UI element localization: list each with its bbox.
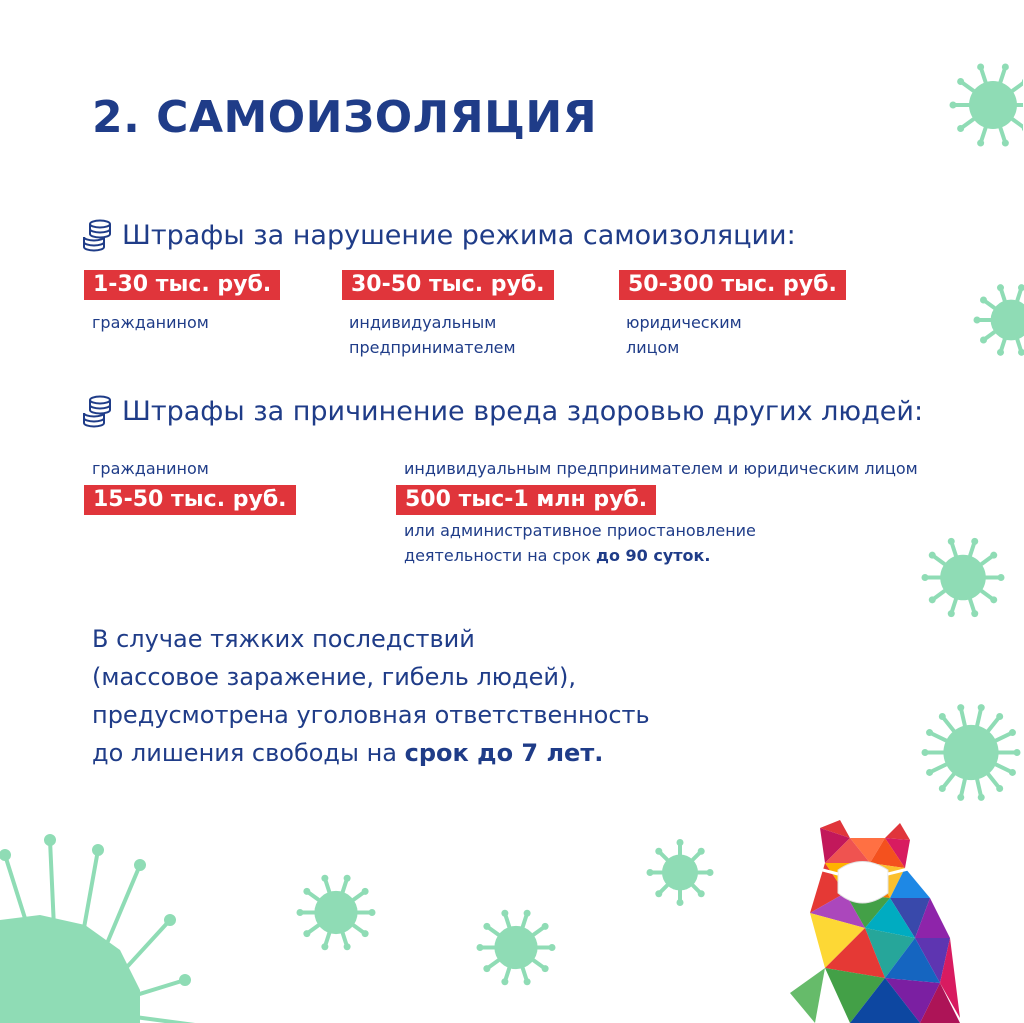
fine-legal-entity	[619, 270, 846, 360]
criminal-liability-paragraph	[92, 620, 650, 772]
fine-subject: индивидуальным предпринимателем и юридическим лицом	[404, 459, 918, 478]
section-heading-text: Штрафы за нарушение режима самоизоляции:	[122, 219, 796, 251]
virus-icon	[290, 860, 395, 965]
fine-amount-badge: 50-300 тыс. руб.	[619, 270, 846, 300]
fine-note-continued: деятельности на срок до 90 суток.	[404, 546, 711, 565]
section-heading-violation	[80, 218, 796, 252]
virus-icon	[0, 830, 200, 1023]
fine-note-emphasis: до 90 суток.	[596, 546, 711, 565]
section-heading-harm	[80, 394, 923, 428]
fine-amount-badge: 15-50 тыс. руб.	[84, 485, 296, 515]
paragraph-line: до лишения свободы на срок до 7 лет.	[92, 739, 604, 767]
virus-icon	[640, 830, 725, 915]
paragraph-line: В случае тяжких последствий	[92, 625, 475, 653]
bear-in-mask-illustration	[790, 818, 970, 1023]
fine-citizen	[84, 270, 280, 335]
fine-note: или административное приостановление	[404, 521, 756, 540]
virus-icon	[915, 525, 1020, 630]
fine-entrepreneur	[342, 270, 554, 360]
virus-icon	[967, 270, 1024, 370]
harm-fine-business	[396, 456, 918, 568]
paragraph-emphasis: срок до 7 лет.	[404, 739, 604, 767]
fine-amount-badge: 500 тыс-1 млн руб.	[396, 485, 656, 515]
fine-subject-continued: предпринимателем	[349, 338, 516, 357]
fine-amount-badge: 1-30 тыс. руб.	[84, 270, 280, 300]
virus-icon	[915, 675, 1024, 830]
coins-stack-icon	[80, 394, 114, 428]
paragraph-line: предусмотрена уголовная ответственность	[92, 701, 650, 729]
fine-subject: гражданином	[92, 459, 209, 478]
page-title: 2. САМОИЗОЛЯЦИЯ	[92, 92, 598, 143]
fine-subject: юридическим	[626, 313, 742, 332]
coins-stack-icon	[80, 218, 114, 252]
fine-subject: индивидуальным	[349, 313, 497, 332]
paragraph-line: (массовое заражение, гибель людей),	[92, 663, 576, 691]
fine-amount-badge: 30-50 тыс. руб.	[342, 270, 554, 300]
virus-icon	[470, 895, 575, 1000]
virus-icon	[943, 60, 1023, 150]
fine-subject-continued: лицом	[626, 338, 680, 357]
section-heading-text: Штрафы за причинение вреда здоровью других людей:	[122, 395, 924, 427]
harm-fine-citizen	[84, 456, 296, 515]
fine-subject: гражданином	[92, 313, 209, 332]
